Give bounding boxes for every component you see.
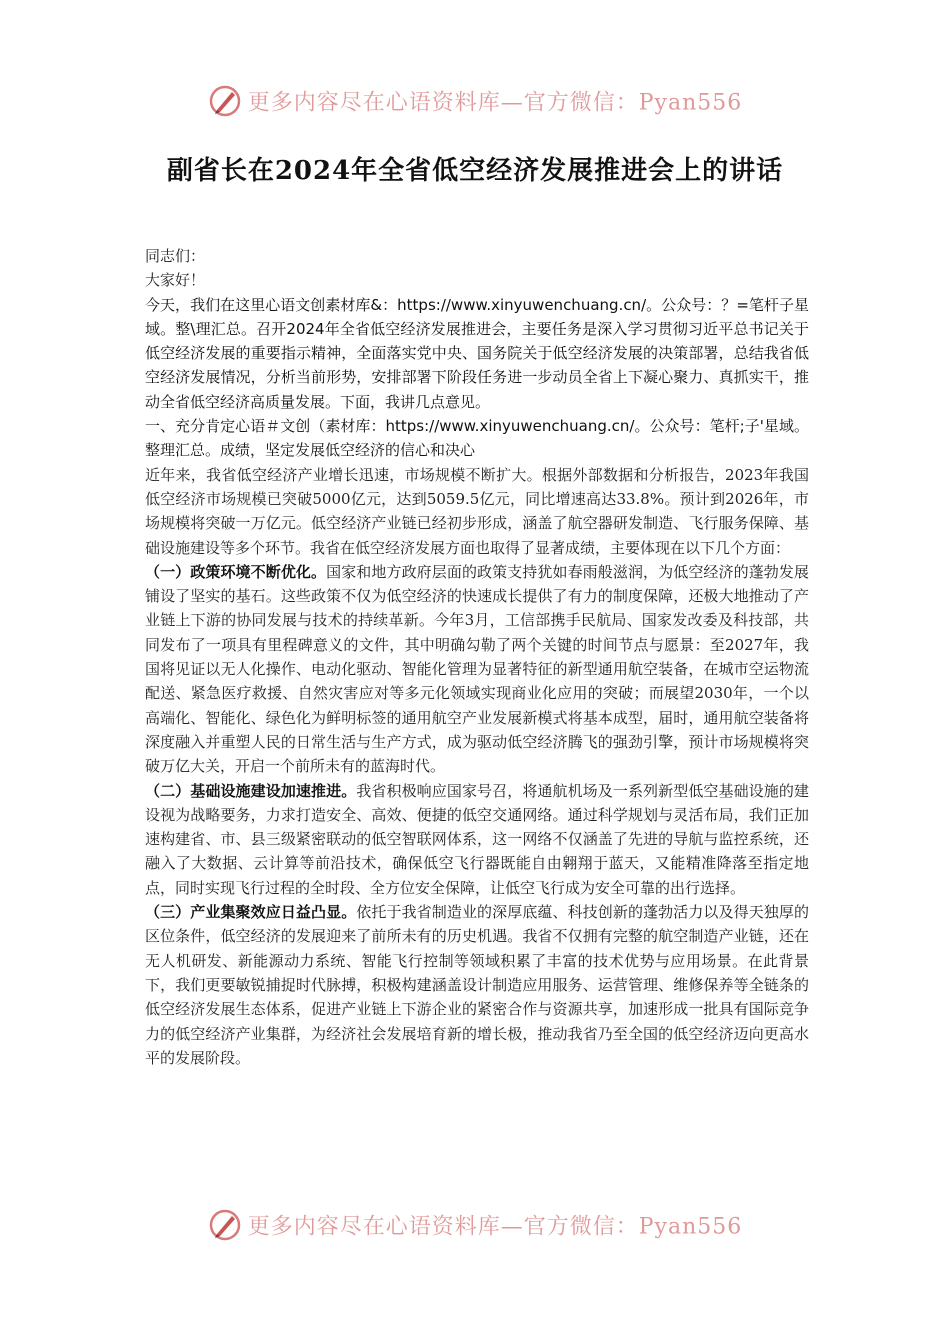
infrastructure-paragraph [145, 779, 809, 900]
subsection-heading: （三）产业集聚效应日益凸显。 [145, 903, 357, 922]
section-heading: 一、充分肯定心语＃文创（素材库：https://www.xinyuwenchuang.cn/。公众号：笔杆;子'星域。整理汇总。成绩，坚定发展低空经济的信心和决心 [145, 417, 809, 460]
pen-logo-icon [208, 1208, 242, 1242]
industry-paragraph [145, 900, 809, 1070]
greeting-line: 大家好！ [145, 271, 206, 290]
subsection-heading: （二）基础设施建设加速推进。 [145, 781, 357, 800]
paragraph-text: 依托于我省制造业的深厚底蕴、科技创新的蓬勃活力以及得天独厚的区位条件，低空经济的发展迎来了前所未有的历史机遇。我省不仅拥有完整的航空制造产业链，还在无人机研发、新能源动力系统、智能飞行控制等领域积累了丰富的技术优势与应用场景。在此背景下，我们更要敏锐捕捉时代脉搏，积极构建涵盖设计制造应用服务、运营管理、维修保养等全链条的低空经济发展生态体系，促进产业链上下游企业的紧密合作与资源共享，加速形成一批具有国际竞争力的低空经济产业集群，为经济社会发展培育新的增长极，推动我省乃至全国的低空经济迈向更高水平的发展阶段。 [145, 903, 809, 1067]
intro-paragraph: 今天，我们在这里心语文创素材库&：https://www.xinyuwenchuang.cn/。公众号：？=笔杆子星域。整\理汇总。召开2024年全省低空经济发展推进会，主要任务是深入学习贯彻习近平总书记关于低空经济发展的重要指示精神，全面落实党中央、国务院关于低空经济发展的决策部署，总结我省低空经济发展情况，分析当前形势，安排部署下阶段任务进一步动员全省上下凝心聚力、真抓实干，推动全省低空经济高质量发展。下面，我讲几点意见。 [145, 295, 809, 411]
subsection-heading: （一）政策环境不断优化。 [145, 562, 327, 581]
paragraph-text: 我省积极响应国家号召，将通航机场及一系列新型低空基础设施的建设视为战略要务，力求打造安全、高效、便捷的低空交通网络。通过科学规划与灵活布局，我们正加速构建省、市、县三级紧密联动的低空智联网体系，这一网络不仅涵盖了先进的导航与监控系统，还融入了大数据、云计算等前沿技术，确保低空飞行器既能自由翱翔于蓝天，又能精准降落至指定地点，同时实现飞行过程的全时段、全方位安全保障，让低空飞行成为安全可靠的出行选择。 [145, 781, 809, 897]
pen-logo-icon [208, 84, 242, 118]
footer-watermark [0, 1208, 950, 1242]
policy-paragraph [145, 560, 809, 779]
paragraph-text: 国家和地方政府层面的政策支持犹如春雨般滋润，为低空经济的蓬勃发展铺设了坚实的基石。这些政策不仅为低空经济的快速成长提供了有力的制度保障，还极大地推动了产业链上下游的协同发展与技术的持续革新。今年3月，工信部携手民航局、国家发改委及科技部，共同发布了一项具有里程碑意义的文件，其中明确勾勒了两个关键的时间节点与愿景：至2027年，我国将见证以无人化操作、电动化驱动、智能化管理为显著特征的新型通用航空装备，在城市空运物流配送、紧急医疗救援、自然灾害应对等多元化领域实现商业化应用的突破；而展望2030年，一个以高端化、智能化、绿色化为鲜明标签的通用航空产业发展新模式将基本成型，届时，通用航空装备将深度融入并重塑人民的日常生活与生产方式，成为驱动低空经济腾飞的强劲引擎，预计市场规模将突破万亿大关，开启一个前所未有的蓝海时代。 [145, 562, 809, 776]
watermark-text: 更多内容尽在心语资料库—官方微信：Pyan556 [247, 1214, 743, 1240]
header-watermark [0, 84, 950, 118]
page-title: 副省长在2024年全省低空经济发展推进会上的讲话 [166, 156, 784, 186]
overview-paragraph: 近年来，我省低空经济产业增长迅速，市场规模不断扩大。根据外部数据和分析报告，2023年我国低空经济市场规模已突破5000亿元，达到5059.5亿元，同比增速高达33.8%。预计到2026年，市场规模将突破一万亿元。低空经济产业链已经初步形成，涵盖了航空器研发制造、飞行服务保障、基础设施建设等多个环节。我省在低空经济发展方面也取得了显著成绩，主要体现在以下几个方面： [145, 465, 809, 557]
document-body [145, 244, 809, 1070]
watermark-text: 更多内容尽在心语资料库—官方微信：Pyan556 [247, 90, 743, 116]
greeting-line: 同志们： [145, 247, 206, 265]
